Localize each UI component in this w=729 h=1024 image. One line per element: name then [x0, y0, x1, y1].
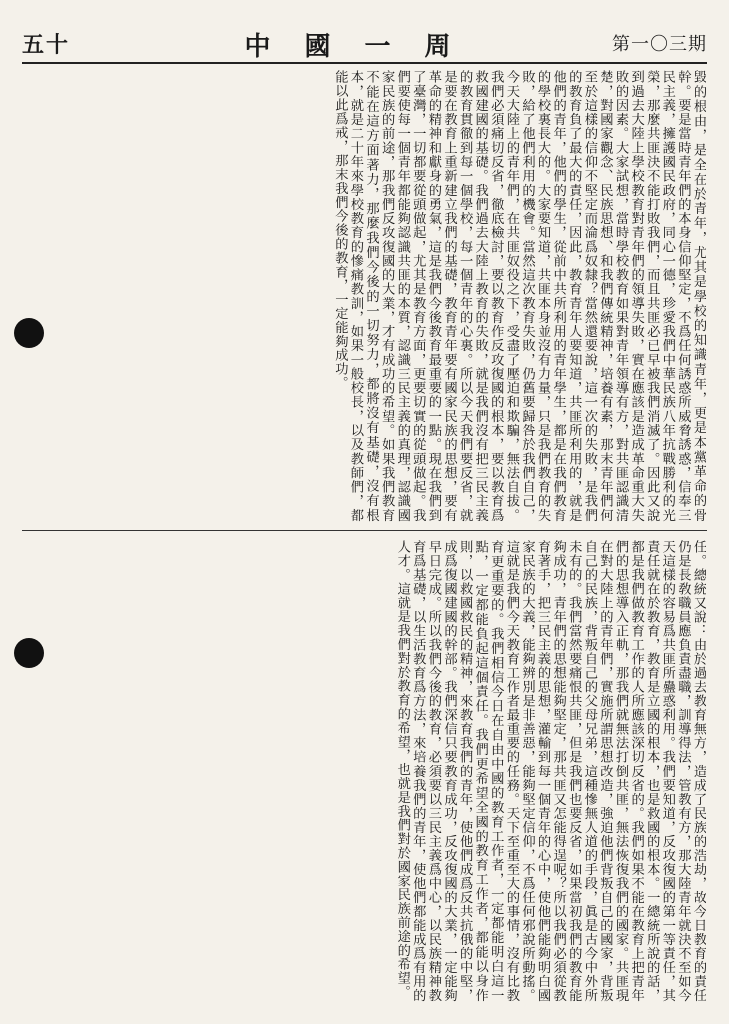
article-top-block: [24, 70, 706, 522]
section-divider: [22, 530, 707, 531]
page-number: 五十: [22, 32, 71, 58]
article-bottom-block: [24, 540, 706, 1002]
page-header: [22, 22, 707, 64]
article-text-bottom: 任。總統又說：由於過去教育無方，造成了民族的浩劫，故今日教育的責任仍是長敎職員應負責盡職，訓導得法，管教有方，那大陸青年就決不至如今天這樣的容易爲共匪所蠱惑利用。我們要知道，反攻復國的第一等責任，其責任就在於教育，教育是立國的根本，也是救國的根本。一總統所說的話，都是我們做教育工作的人所應該深切反省的。我們如果不能在教育上把青年們的思想導入正軌，那我們就無法打倒共匪，無法恢復我們的國家。共匪現在對大陸上的青年們，實施所謂思想改造，強迫他們背叛自己的國家，背叛自己的民族，背叛自己的父母兄弟，這種慘無人道的手段，眞是古今中外所未有的。我們當然要痛恨共匪，但是我們也要反省，如果當初我們的教育能夠成功，青年們的思想能夠堅定，那共匪又怎能得逞呢？所以我們必須從教育著手，把三民主義的思想，灌輸到每一個青年的心中，使他們能夠明白國家民族的大義，能夠辨別是非善惡，能夠堅定信仰，不爲任何邪說所動搖。這就是我們今天教育工作者最重要的任務。天下至重至大的事情，沒有比教育更重要的。我們相信今日在自由中國的教育工作者，一定都能明白這一點，一定都能負起這個責任。我們更希望全國的教育工作者，都能以身作則，以救國救民的精神，來教育我們的青年，使他們成爲反共抗俄的中堅，成爲復國建國的幹部。我們深信只要教育成功，反攻復國的大業，一定能夠早日完成。所以我們今後的教育，必須要以三民主義爲中心，以民族精神教育爲基礎，以生活教育爲方法，來培養我們的青年，使他們都能成爲有用的人才。這就是我們對於教育的希望，也就是我們對於國家民族前途的希望。: [394, 540, 706, 1002]
binding-hole-icon: [14, 638, 44, 668]
article-text-top: 毀的根由，是全在於青年，尤其是學校的知識青年，更是本黨革命的骨幹。要是當時青年們的本身信仰堅定，不爲任何誘惑所威脅誘惑，信奉三民主義，擁護國民政府，同心一德，珍愛我們中華民族八年抗戰勝利的光榮，那麼共匪決不能打敗我們，而且共匪必已早被我們消滅了。因此又說到過去大陸上學校教育對青年們的領導失敗，實在應該是造成革命重大失敗的因素。大家試想，當時學校教育如果對青年領導有方，對共匪認識清楚，對國家觀念、民族思想、和我們傳統精神，培養有素，那末青年們何至於這樣的信仰不堅定而淪爲奴隸？當然還要說，這一次的失敗，是我們的教育負了最大的責任，因此，教育青年人要知道，共匪所利用的，就是他們的青年，他們的學生，從前中共所利用的青年學生，都是在我們教育的學校裏長大的。大家要知道，共匪本身並沒有力量，只是我們教育的失敗，給了他們利用的機會。當然這次教育失敗，仍舊要歸咎於我們自己，今天大陸上的青年們，在共匪奴役之下，受盡了壓迫和欺騙，無法自拔。我們必須痛切反省，徹底檢討，要以教育作反攻復國的根本，要以教育爲救國建國的基礎。我們過去大陸上教育的失敗，就是我們沒有把三民主義的教育貫徹到每一個學校，每一個青年的心裏。所以今天我們要反省，就是要在教育上重新建立我們的基礎，教育青年要有國家民族的思想，要有革命的精神和獻身的勇氣，這是我們今後教育最重要的一點。現在我們到了臺灣，一切都要從頭做起，尤其是教育方面，更要切實的從頭做起。我們要使每一個青年都能夠認識共匪的本質，認識三民主義的真理，認識國家民族的前途，那我們反攻復國的大業，才有成功的希望。如果我們教育不能在這方面著力，那麼我們今後的一切努力，都將沒有基礎，沒有根本，就是二十年來學校教育的慘痛教訓，如果一般校長，以及教師們，都能以此爲戒，那末我們今後的教育，一定能夠成功。: [332, 70, 706, 522]
issue-number: 第一〇三期: [612, 34, 707, 55]
binding-hole-icon: [14, 318, 44, 348]
publication-title: 中國一周: [244, 32, 485, 62]
